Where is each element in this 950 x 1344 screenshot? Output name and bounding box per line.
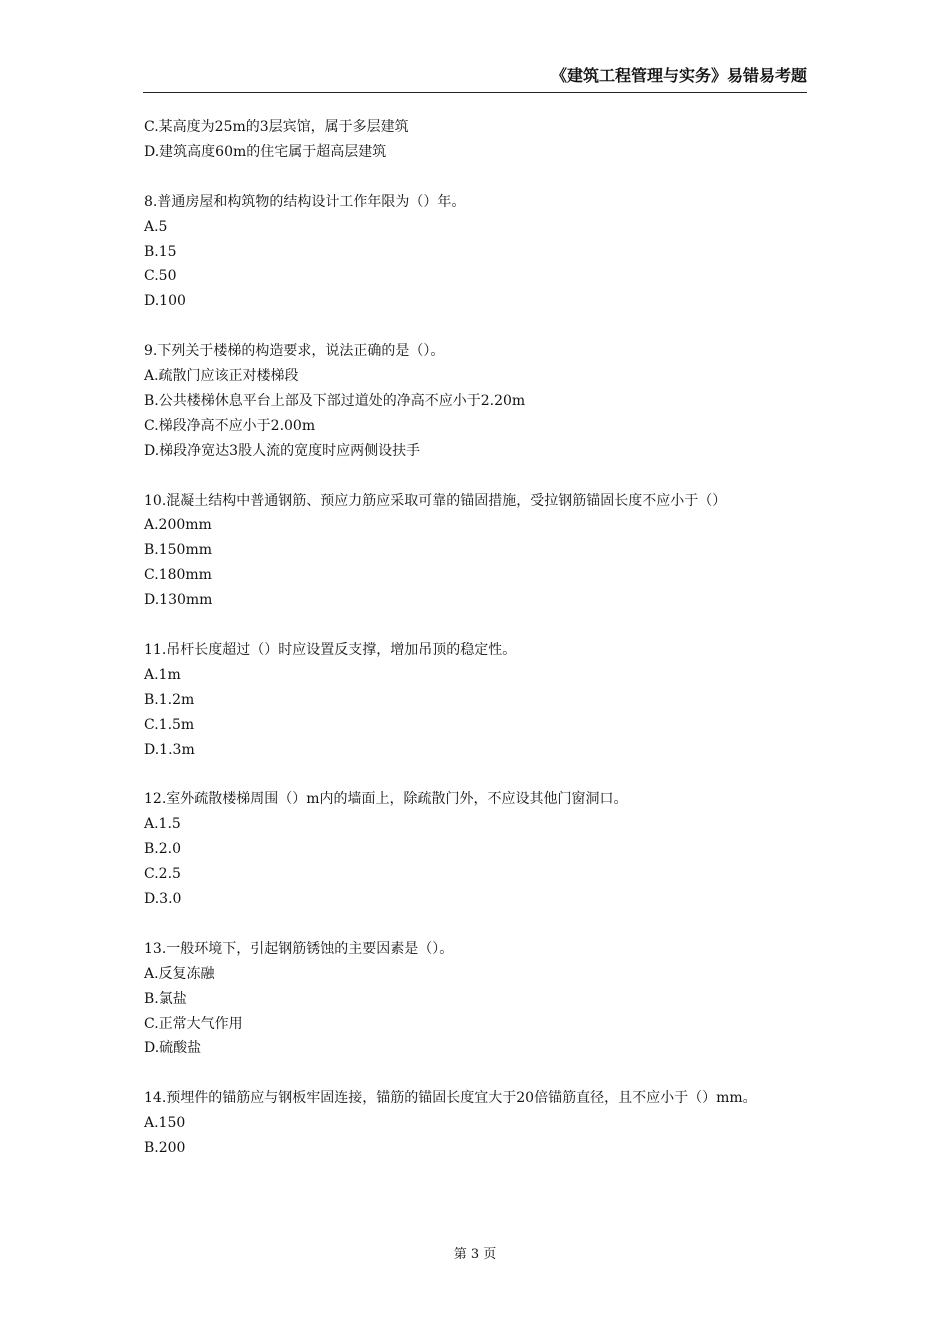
option-text: D.建筑高度60m的住宅属于超高层建筑 — [144, 143, 387, 160]
option-text: D.130mm — [144, 592, 213, 609]
option-text: A.5 — [144, 218, 168, 235]
option-text: C.某高度为25m的3层宾馆，属于多层建筑 — [144, 119, 409, 135]
spacer — [144, 1061, 808, 1086]
option-text: B.15 — [144, 243, 177, 260]
option-text: D.硫酸盐 — [144, 1040, 202, 1057]
option-text: C.50 — [144, 268, 177, 285]
carryover-options — [144, 115, 808, 165]
spacer — [144, 464, 808, 489]
option-text: A.200mm — [144, 517, 212, 534]
question-block — [144, 787, 808, 912]
option-text: B.150mm — [144, 542, 213, 559]
spacer — [144, 763, 808, 788]
option-text: B.1.2m — [144, 691, 195, 708]
spacer — [144, 314, 808, 339]
question-stem: 8.普通房屋和构筑物的结构设计工作年限为（）年。 — [144, 193, 466, 210]
option-text: A.疏散门应该正对楼梯段 — [144, 368, 299, 385]
option-text: A.1m — [144, 666, 181, 683]
question-stem: 12.室外疏散楼梯周围（）m内的墙面上，除疏散门外，不应设其他门窗洞口。 — [144, 791, 628, 808]
option-text: C.正常大气作用 — [144, 1015, 243, 1032]
question-stem: 11.吊杆长度超过（）时应设置反支撑，增加吊顶的稳定性。 — [144, 641, 517, 658]
spacer — [144, 912, 808, 937]
question-content — [144, 115, 808, 1161]
option-text: D.100 — [144, 293, 186, 310]
option-text: A.150 — [144, 1115, 186, 1132]
question-block — [144, 339, 808, 464]
option-text: D.梯段净宽达3股人流的宽度时应两侧设扶手 — [144, 442, 421, 459]
spacer — [144, 613, 808, 638]
option-text: C.2.5 — [144, 866, 181, 883]
question-stem: 9.下列关于楼梯的构造要求，说法正确的是（）。 — [144, 343, 445, 360]
option-text: C.180mm — [144, 567, 212, 584]
question-stem: 13.一般环境下，引起钢筋锈蚀的主要因素是（）。 — [144, 940, 454, 957]
header-title: 《建筑工程管理与实务》易错易考题 — [550, 66, 807, 85]
option-text: B.2.0 — [144, 841, 182, 858]
option-text: D.1.3m — [144, 741, 195, 758]
option-text: A.1.5 — [144, 816, 181, 833]
question-block — [144, 638, 808, 763]
question-block — [144, 489, 808, 614]
spacer — [144, 165, 808, 190]
option-text: B.200 — [144, 1140, 186, 1157]
option-text: B.公共楼梯休息平台上部及下部过道处的净高不应小于2.20m — [144, 392, 526, 409]
option-text: A.反复冻融 — [144, 965, 215, 982]
page-number: 第 3 页 — [453, 1247, 497, 1262]
question-stem: 10.混凝土结构中普通钢筋、预应力筋应采取可靠的锚固措施，受拉钢筋锚固长度不应小于（） — [144, 492, 727, 509]
question-stem: 14.预埋件的锚筋应与钢板牢固连接，锚筋的锚固长度宜大于20倍锚筋直径，且不应小于（）mm。 — [144, 1090, 757, 1107]
option-text: C.1.5m — [144, 716, 195, 733]
question-block — [144, 1086, 808, 1161]
page-header — [143, 64, 807, 93]
option-text: B.氯盐 — [144, 990, 187, 1007]
option-text: D.3.0 — [144, 891, 182, 908]
question-block — [144, 937, 808, 1062]
option-text: C.梯段净高不应小于2.00m — [144, 417, 316, 434]
page-footer — [0, 1245, 950, 1265]
question-block — [144, 190, 808, 315]
